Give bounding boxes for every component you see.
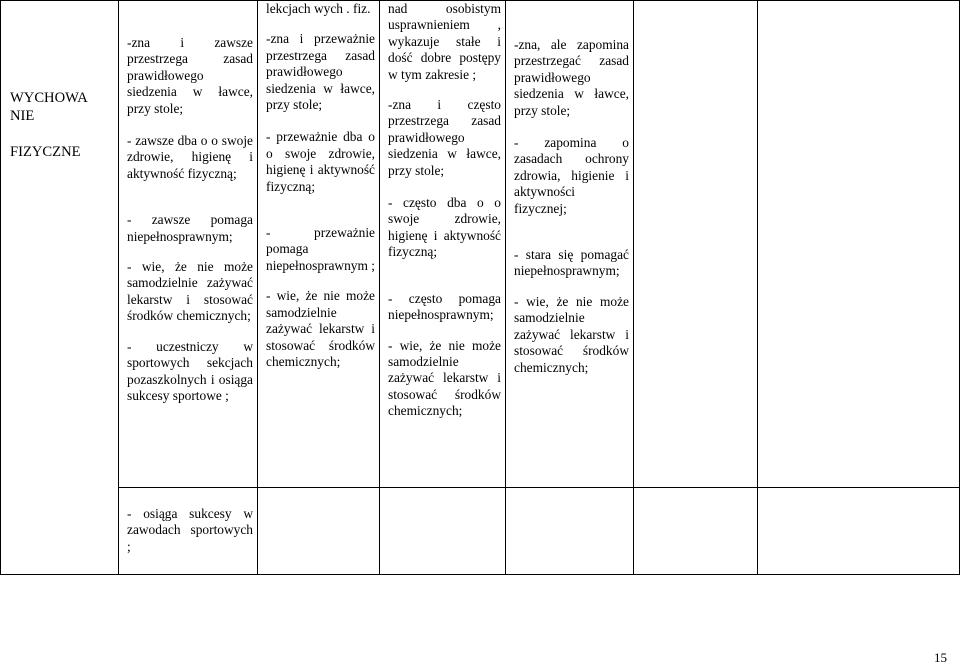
grade-5-criterion-2: - przeważnie dba o o swoje zdrowie, higienę i aktywność fizyczną; <box>266 129 375 194</box>
table-row <box>1 1 960 488</box>
page-number: 15 <box>934 650 947 665</box>
grade-4-continuation: nad osobistym usprawnieniem , wykazuje stałe i dość dobre postępy w tym zakresie ; <box>388 1 501 82</box>
grade-2-cell <box>634 1 758 488</box>
grade-4-cell <box>380 1 506 488</box>
grade-1-cell <box>758 1 960 488</box>
grade-5-criterion-1: -zna i przeważnie przestrzega zasad prawidłowego siedzenia w ławce, przy stole; <box>266 31 375 113</box>
grade-3-cell-continued <box>506 488 634 575</box>
subject-label-line1: WYCHOWA <box>10 90 88 106</box>
grade-4-criterion-2: - często dba o o swoje zdrowie, higienę i aktywność fizyczną; <box>388 195 501 260</box>
grade-2-cell-continued <box>634 488 758 575</box>
grade-6-criterion-1: -zna i zawsze przestrzega zasad prawidłowego siedzenia w ławce, przy stole; <box>127 35 253 116</box>
grade-6-cell-continued <box>119 488 258 575</box>
grade-4-criterion-1: -zna i często przestrzega zasad prawidłowego siedzenia w ławce, przy stole; <box>388 97 501 178</box>
grade-3-criterion-2: - zapomina o zasadach ochrony zdrowia, higienie i aktywności fizycznej; <box>514 135 629 216</box>
subject-label-line3: FIZYCZNE <box>10 144 81 161</box>
grade-4-cell-continued <box>380 488 506 575</box>
grade-1-cell-continued <box>758 488 960 575</box>
grade-6-criterion-4: - wie, że nie może samodzielnie zażywać lekarstw i stosować środków chemicznych; <box>127 259 253 324</box>
subject-label-line2: NIE <box>10 107 35 124</box>
grade-4-criterion-4: - wie, że nie może samodzielnie zażywać lekarstw i stosować środków chemicznych; <box>388 337 501 419</box>
grade-5-criterion-4: - wie, że nie może samodzielnie zażywać lekarstw i stosować środków chemicznych; <box>266 288 375 369</box>
grade-6-cell <box>119 1 258 488</box>
grade-5-cell <box>258 1 380 488</box>
grade-4-criterion-3: - często pomaga niepełnosprawnym; <box>388 290 501 323</box>
grade-3-cell <box>506 1 634 488</box>
grade-3-criterion-1: -zna, ale zapomina przestrzegać zasad prawidłowego siedzenia w ławce, przy stole; <box>514 37 629 118</box>
grade-3-criterion-3: - stara się pomagać niepełnosprawnym; <box>514 247 629 279</box>
grade-6-criterion-2: - zawsze dba o o swoje zdrowie, higienę i aktywność fizyczną; <box>127 133 253 181</box>
grade-3-criterion-4: - wie, że nie może samodzielnie zażywać lekarstw i stosować środków chemicznych; <box>514 293 629 375</box>
table-row <box>1 488 960 575</box>
grade-5-criterion-3: - przeważnie pomaga niepełnosprawnym ; <box>266 225 375 273</box>
grade-6-criterion-5: - uczestniczy w sportowych sekcjach pozaszkolnych i osiąga sukcesy sportowe ; <box>127 338 253 403</box>
grade-5-continuation: lekcjach wych . fiz. <box>266 1 371 16</box>
grade-5-cell-continued <box>258 488 380 575</box>
subject-cell <box>1 1 119 575</box>
grade-6-criterion-6: - osiąga sukcesy w zawodach sportowych ; <box>127 506 253 554</box>
grade-6-criterion-3: - zawsze pomaga niepełnosprawnym; <box>127 212 253 244</box>
